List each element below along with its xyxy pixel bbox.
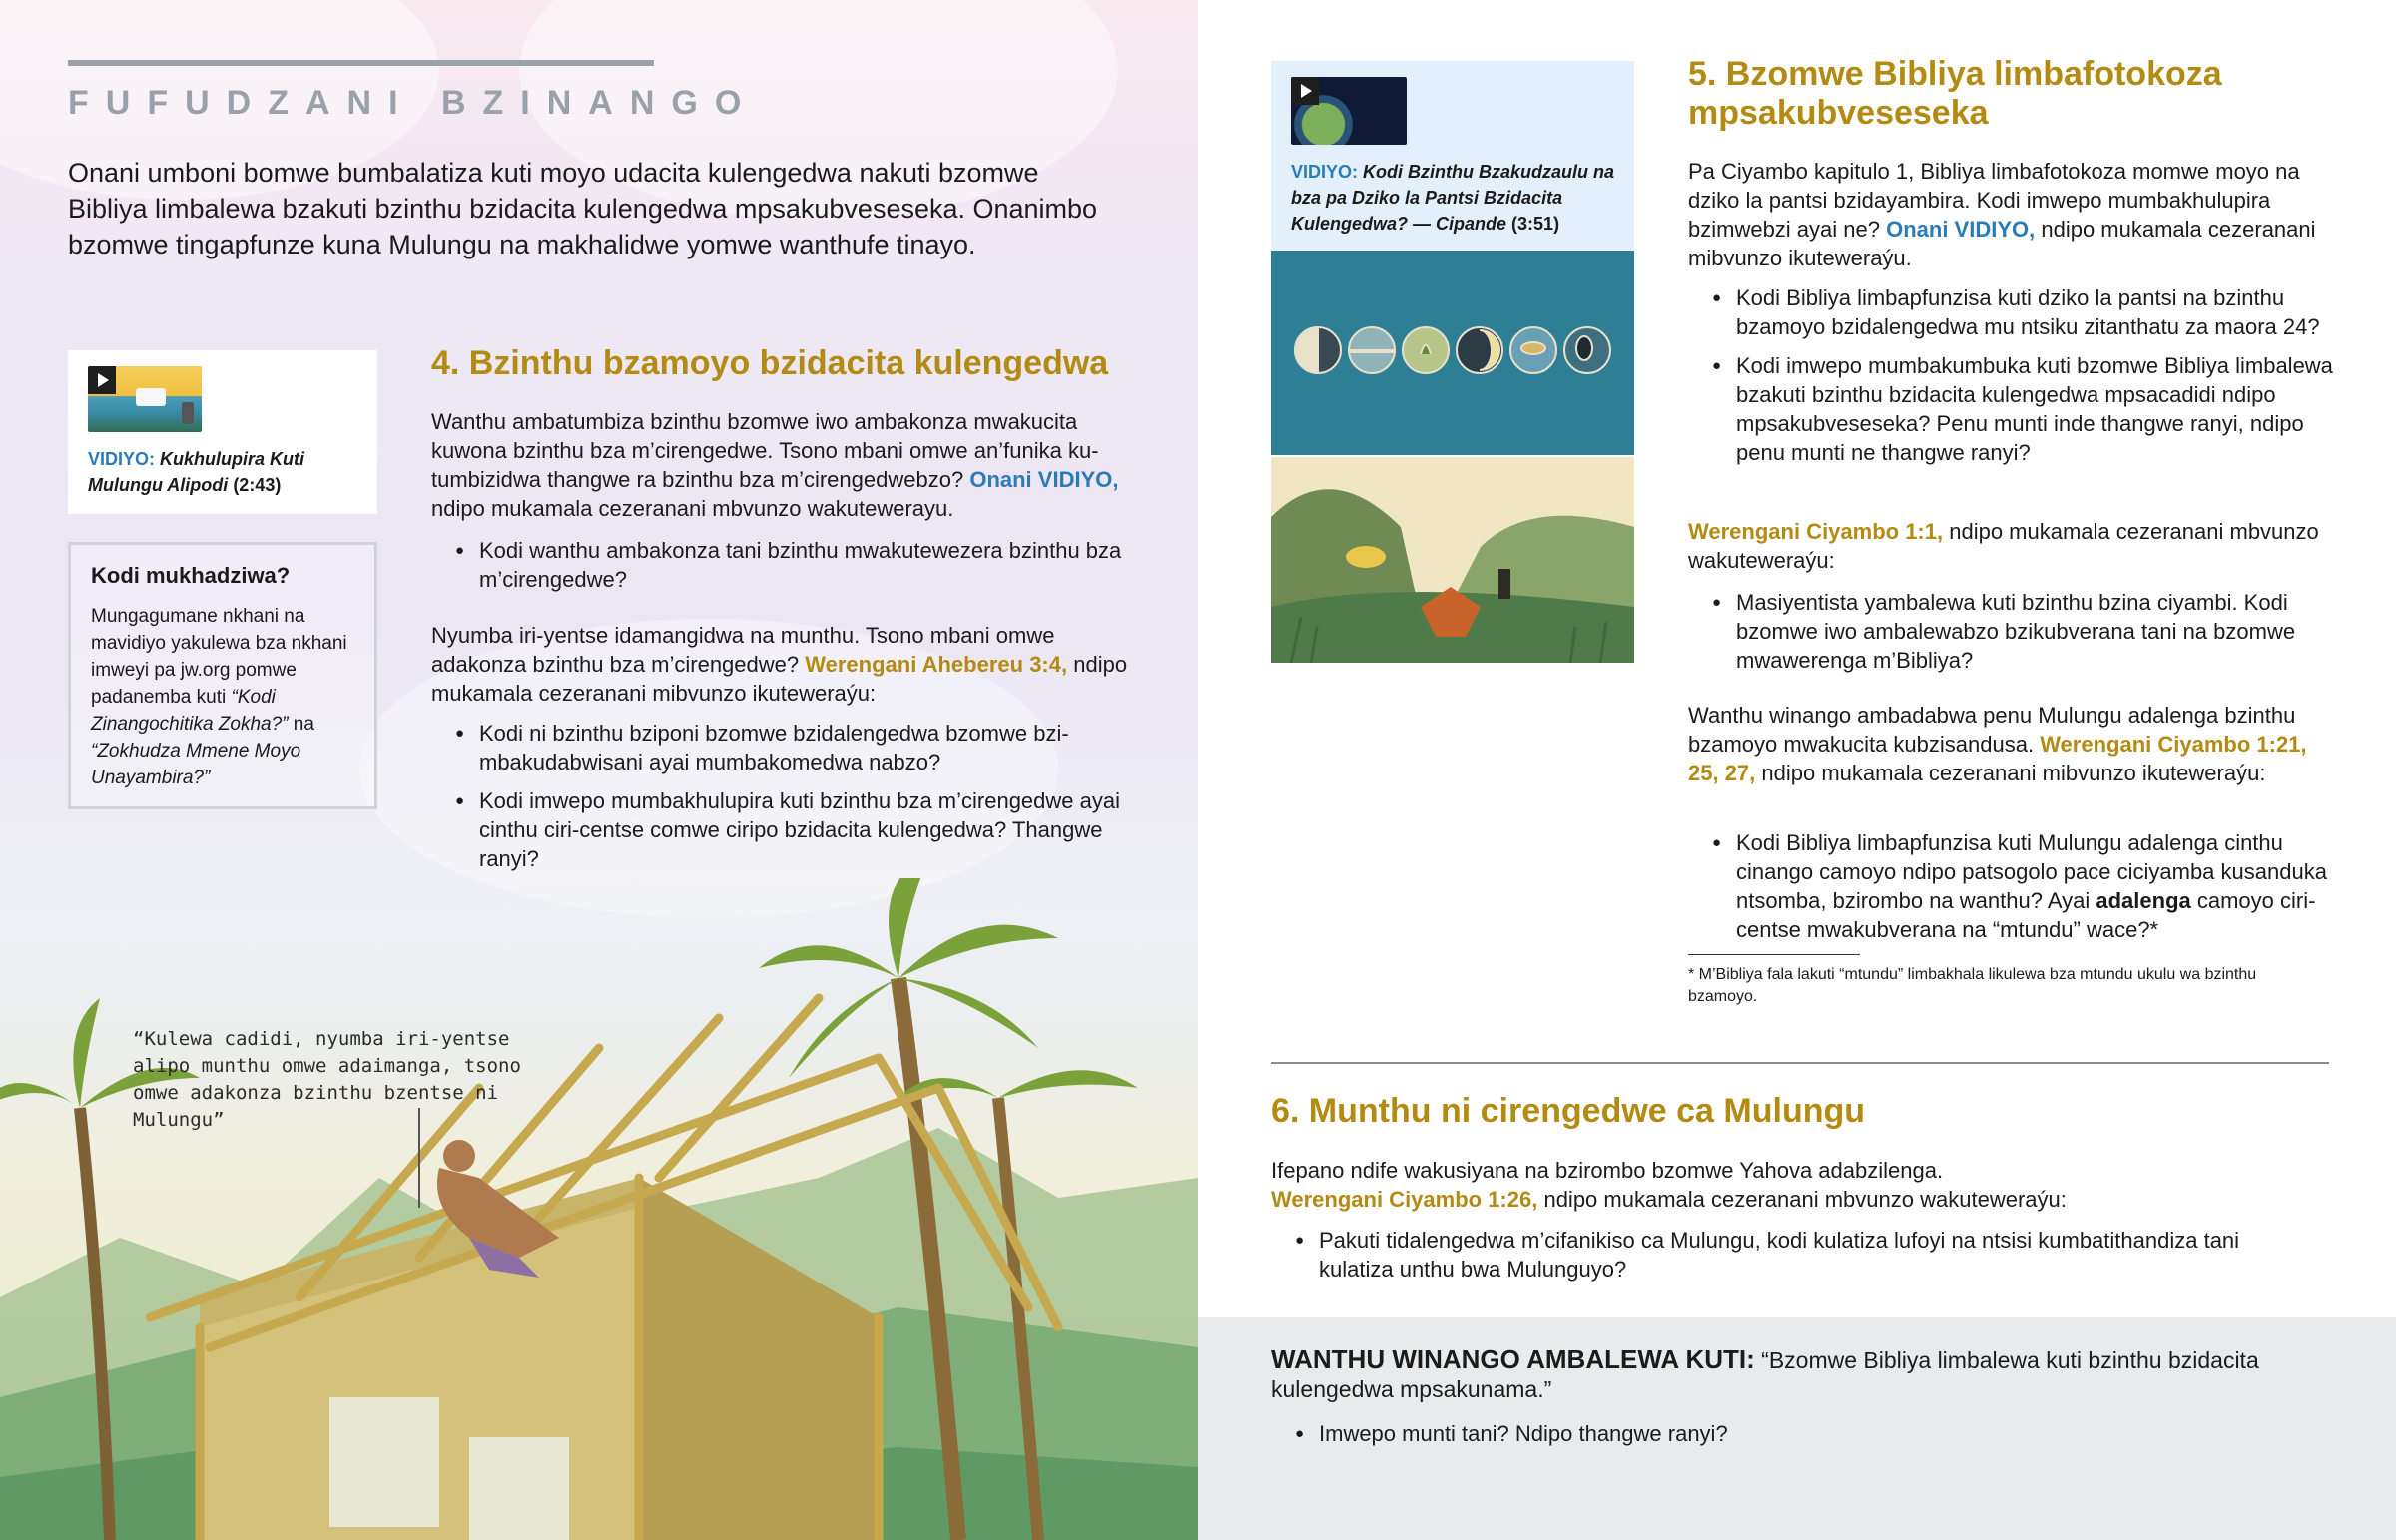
did-you-know-title: Kodi mukhadziwa? <box>91 563 291 588</box>
hut-construction-illustration <box>0 878 1198 1540</box>
scripture-link-hebrews[interactable]: Werengani Ahebereu 3:4, <box>805 652 1068 677</box>
section-5-list-2 <box>1688 588 2337 685</box>
section-4-paragraph-2 <box>431 621 1130 708</box>
section-divider <box>1271 1062 2329 1064</box>
did-you-know-text-a: Mungagumane nkhani na mavidiyo yakulewa bza nkhani imweyi pa jw.org pomwe padanemba kuti <box>91 606 347 708</box>
section-4-p2-tail: ndipo mukamala cezeranani mibvunzo ikuteweraýu: <box>431 652 1128 706</box>
video-label-1: VIDIYO: <box>88 449 156 469</box>
section-4-p1-text: Wanthu ambatumbiza bzinthu bzomwe iwo ambakonza mwakucita kuwona bzinthu bza m’cirengedwe. Tsono mbani omwe an’funika kutumbizidwa thangwe ra bzinthu bza m’cirengedwebzo? <box>431 409 1099 492</box>
section-5-p3-tail: ndipo mukamala cezeranani mibvunzo ikuteweraýu: <box>1755 761 2266 785</box>
section-5-paragraph-3 <box>1688 701 2337 787</box>
section-5-list-1 <box>1688 283 2337 477</box>
section-4-p2-text: Nyumba iri-yentse idamangidwa na munthu. Tsono mbani omwe adakonza bzinthu bza m’cirengedwe? <box>431 623 1055 677</box>
section-5-heading: 5. Bzomwe Bibliya limbafotokoza mpsakubveseseka <box>1688 55 2222 132</box>
section-5-p3-text: Wanthu winango ambadabwa penu Mulungu adalenga bzinthu bzamoyo mwakucita kubzisandusa. <box>1688 703 2296 757</box>
section-6-list <box>1271 1226 2269 1293</box>
video-title-2: Kodi Bzinthu Bzakudzaulu na bza pa Dziko la Pantsi Bzidacita Kulengedwa? — Cipande <box>1291 162 1615 234</box>
list-item: ● Kodi Bibliya limbapfunzisa kuti dziko la pantsi na bzinthu bzamoyo bzidalengedwa mu ntsiku zitanthatu za maora 24? <box>1688 283 2337 341</box>
objection-text <box>1271 1345 2269 1404</box>
scripture-link-genesis-1-21[interactable]: Werengani Ciyambo 1:21, 25, 27, <box>1688 732 2307 785</box>
list-item: ● Kodi imwepo mumbakhulupira kuti bzinthu bza m’cirengedwe ayai cinthu ciri-centse comwe ciripo bzidacita kulengedwa? Thangwe ranyi? <box>431 786 1130 873</box>
section-4-video-link[interactable]: Onani VIDIYO, <box>969 467 1119 492</box>
did-you-know-text-b: na <box>288 714 314 735</box>
section-5-paragraph-2 <box>1688 517 2337 575</box>
video-title-1: Kukhulupira Kuti Mulungu Alipodi <box>88 449 305 495</box>
did-you-know-link-b: “Zokhudza Mmene Moyo Unayambira?” <box>91 741 301 788</box>
objection-lead: WANTHU WINANGO AMBALEWA KUTI: <box>1271 1344 1755 1374</box>
video-duration-2: (3:51) <box>1511 214 1560 234</box>
section-6-p1-tail: ndipo mukamala cezeranani mbvunzo wakuteweraýu: <box>1537 1187 2067 1212</box>
did-you-know-box <box>68 542 377 809</box>
footnote-rule <box>1688 954 1860 955</box>
section-5-b4-bold: adalenga <box>2096 888 2191 913</box>
section-5-list-3 <box>1688 828 2337 954</box>
section-4-paragraph-1 <box>431 407 1130 523</box>
section-5-paragraph-1 <box>1688 157 2337 272</box>
video-label-2: VIDIYO: <box>1291 162 1359 182</box>
section-5-p2-tail: ndipo mukamala cezeranani mbvunzo wakuteweraýu: <box>1688 519 2319 573</box>
creation-days-image <box>1271 251 1634 455</box>
list-item: ● Masiyentista yambalewa kuti bzinthu bzina ciyambi. Kodi bzomwe iwo ambalewabzo bzikubverana tani na bzomwe mwawerenga m’Bibliya? <box>1688 588 2337 675</box>
did-you-know-text <box>91 603 360 791</box>
video-duration-1: (2:43) <box>233 475 282 495</box>
video-card-1[interactable] <box>68 350 377 514</box>
section-5-b4-text-a: Kodi Bibliya limbapfunzisa kuti Mulungu adalenga cinthu cinango camoyo ndipo patsogolo pace ciciyamba kusanduka ntsomba, bzirombo na wanthu? Ayai <box>1736 830 2327 913</box>
section-5-b4-text-b: camoyo ciri-centse mwakubverana na “mtundu” wace?* <box>1736 888 2316 942</box>
section-5-video-link[interactable]: Onani VIDIYO, <box>1886 217 2036 242</box>
list-item <box>1688 828 2337 944</box>
play-icon[interactable] <box>1291 77 1319 105</box>
scripture-link-genesis-1-26[interactable]: Werengani Ciyambo 1:26, <box>1271 1187 1538 1212</box>
intro-paragraph: Onani umboni bomwe bumbalatiza kuti moyo udacita kulengedwa nakuti bzomwe Bibliya limbalewa bzakuti bzinthu bzidacita kulengedwa mpsakubveseseka. Onanimbo bzomwe tingapfunze kuna Mulungu na makhalidwe yomwe wanthufe tinayo. <box>68 158 1098 259</box>
list-item: ● Kodi ni bzinthu bziponi bzomwe bzidalengedwa bzomwe bzimbakudabwisani ayai mumbakomedwa nabzo? <box>431 719 1130 776</box>
nature-bird-fox-image <box>1271 457 1634 663</box>
section-4-heading: 4. Bzinthu bzamoyo bzidacita kulengedwa <box>431 344 1109 382</box>
section-5-p1-text: Pa Ciyambo kapitulo 1, Bibliya limbafotokoza momwe moyo na dziko la pantsi bzidayambira. Kodi imwepo mumbakhulupira bzimwebzi ayai ne? <box>1688 159 2300 242</box>
did-you-know-link-a: “Kodi Zinangochitika Zokha?” <box>91 687 289 735</box>
illustration-caption: “Kulewa cadidi, nyumba iri-yentse alipo munthu omwe adaimanga, tsono omwe adakonza bzinthu bzentse ni Mulungu” <box>133 1028 521 1131</box>
video-thumbnail-1[interactable] <box>88 366 202 432</box>
list-item: ● Pakuti tidalengedwa m’cifanikiso ca Mulungu, kodi kulatiza lufoyi na ntsisi kumbatithandiza tani kulatiza unthu bwa Mulunguyo? <box>1271 1226 2269 1283</box>
section-5-p1-tail: ndipo mukamala cezeranani mibvunzo ikuteweraýu. <box>1688 217 2316 270</box>
page-kicker: FUFUDZANI BZINANGO <box>68 84 759 122</box>
video-card-2[interactable] <box>1271 61 1634 251</box>
play-icon[interactable] <box>88 366 116 394</box>
list-item: ● Imwepo munti tani? Ndipo thangwe ranyi? <box>1271 1419 2269 1448</box>
section-6-paragraph-1 <box>1271 1156 2329 1214</box>
footnote: * M’Bibliya fala lakuti “mtundu” limbakhala likulewa bza mtundu ukulu wa bzinthu bzamoyo. <box>1688 966 2257 1005</box>
section-6-p1-text: Ifepano ndife wakusiyana na bzirombo bzomwe Yahova adabzilenga. <box>1271 1158 1944 1183</box>
section-6-heading: 6. Munthu ni cirengedwe ca Mulungu <box>1271 1092 1866 1130</box>
objection-list <box>1271 1419 2269 1458</box>
section-4-p1-tail: ndipo mukamala cezeranani mbvunzo wakutewerayu. <box>431 496 954 521</box>
list-item: ● Kodi wanthu ambakonza tani bzinthu mwakutewezera bzinthu bza m’cirengedwe? <box>431 536 1130 594</box>
section-4-list-1 <box>431 536 1130 604</box>
scripture-link-genesis-1-1[interactable]: Werengani Ciyambo 1:1, <box>1688 519 1944 544</box>
kicker-rule <box>68 60 654 66</box>
list-item: ● Kodi imwepo mumbakumbuka kuti bzomwe Bibliya limbalewa bzakuti bzinthu bzidacita kulengedwa mpsacadidi ndipo mpsakubveseseka? Penu munti inde thangwe ranyi, ndipo penu munti ne thangwe ranyi? <box>1688 351 2337 467</box>
section-4-list-2 <box>431 719 1130 883</box>
video-thumbnail-2[interactable] <box>1291 77 1407 145</box>
objection-quote: “Bzomwe Bibliya limbalewa kuti bzinthu bzidacita kulengedwa mpsakunama.” <box>1271 1347 2259 1402</box>
